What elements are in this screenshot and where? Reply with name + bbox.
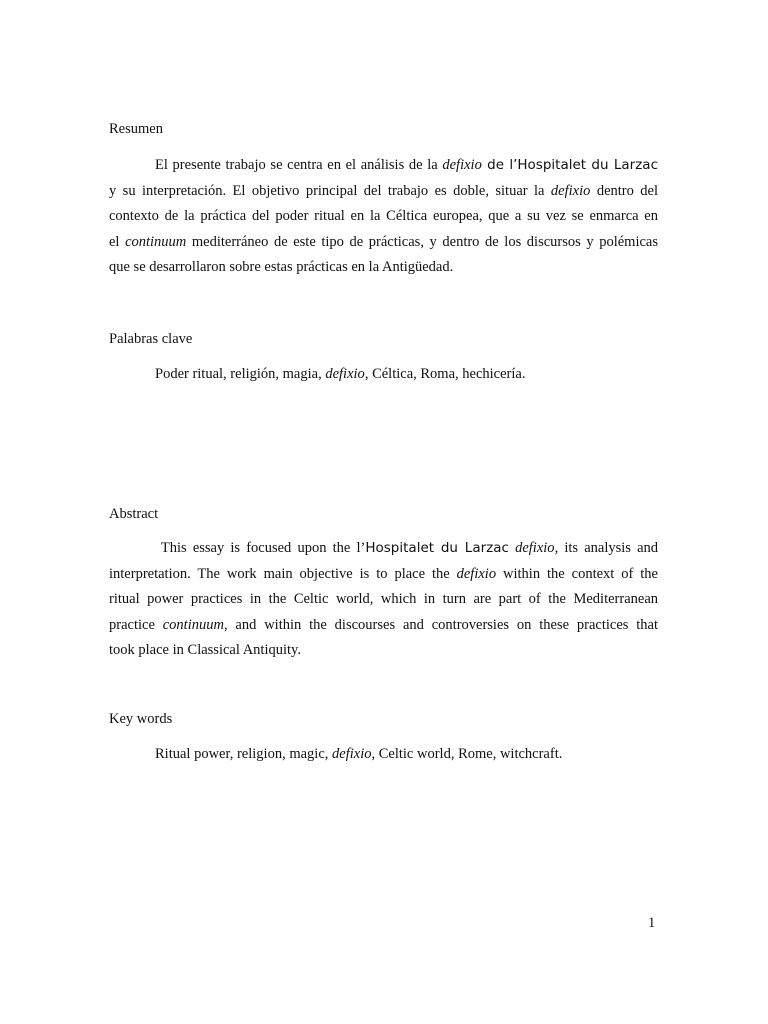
palabras-clave-text (155, 365, 525, 383)
key-words-heading: Key words (109, 711, 173, 727)
resumen-text: el (109, 233, 126, 250)
palabras-clave-heading: Palabras clave (109, 331, 193, 347)
abstract-line-4 (109, 613, 658, 639)
resumen-text: dentro del (590, 182, 659, 199)
page-number: 1 (648, 915, 656, 931)
keywords-text: , Céltica, Roma, hechicería. (364, 366, 526, 382)
resumen-paragraph (109, 153, 658, 281)
resumen-italic-term: defixio (442, 157, 482, 173)
abstract-italic-term: defixio (515, 540, 555, 556)
abstract-text: , its analysis and (554, 540, 659, 556)
abstract-italic-term: defixio (456, 565, 497, 582)
abstract-line-5: took place in Classical Antiquity. (109, 642, 301, 658)
keywords-text: , Celtic world, Rome, witchcraft. (371, 746, 563, 762)
abstract-text: within the context of the (496, 565, 658, 582)
abstract-line-2 (109, 562, 658, 588)
resumen-italic-term: continuum (125, 233, 187, 250)
keywords-text: Ritual power, religion, magic, (155, 746, 333, 762)
abstract-text: This essay is focused upon the l’ (155, 540, 366, 556)
resumen-line-5: que se desarrollaron sobre estas prácticas en la Antigüedad. (109, 259, 454, 275)
keywords-text: Poder ritual, religión, magia, (155, 366, 326, 382)
abstract-line-3: ritual power practices in the Celtic world, which in turn are part of the Mediterranean (109, 591, 658, 607)
resumen-text: de l’Hospitalet du Larzac (481, 157, 658, 173)
abstract-italic-term: continuum (162, 616, 224, 633)
abstract-place-name: Hospitalet du Larzac (365, 540, 509, 556)
keywords-italic-term: defixio (332, 746, 372, 762)
resumen-text: El presente trabajo se centra en el análisis de la (155, 157, 443, 173)
abstract-text: practice (109, 616, 163, 633)
abstract-text: , and within the discourses and controversies on these practices that (223, 616, 658, 633)
abstract-line-1 (109, 536, 658, 562)
resumen-italic-term: defixio (550, 182, 591, 199)
resumen-line-4 (109, 230, 658, 256)
resumen-line-3: contexto de la práctica del poder ritual en la Céltica europea, que a su vez se enmarca en (109, 208, 658, 224)
abstract-text: interpretation. The work main objective is to place the (109, 565, 457, 582)
abstract-paragraph (109, 536, 658, 664)
resumen-line-2 (109, 179, 658, 205)
abstract-heading: Abstract (109, 506, 159, 522)
resumen-text: y su interpretación. El objetivo principal del trabajo es doble, situar la (109, 182, 551, 199)
resumen-heading: Resumen (109, 121, 163, 137)
key-words-text (155, 745, 562, 763)
resumen-line-1 (109, 153, 658, 179)
keywords-italic-term: defixio (325, 366, 365, 382)
resumen-text: mediterráneo de este tipo de prácticas, y dentro de los discursos y polémicas (186, 233, 658, 250)
